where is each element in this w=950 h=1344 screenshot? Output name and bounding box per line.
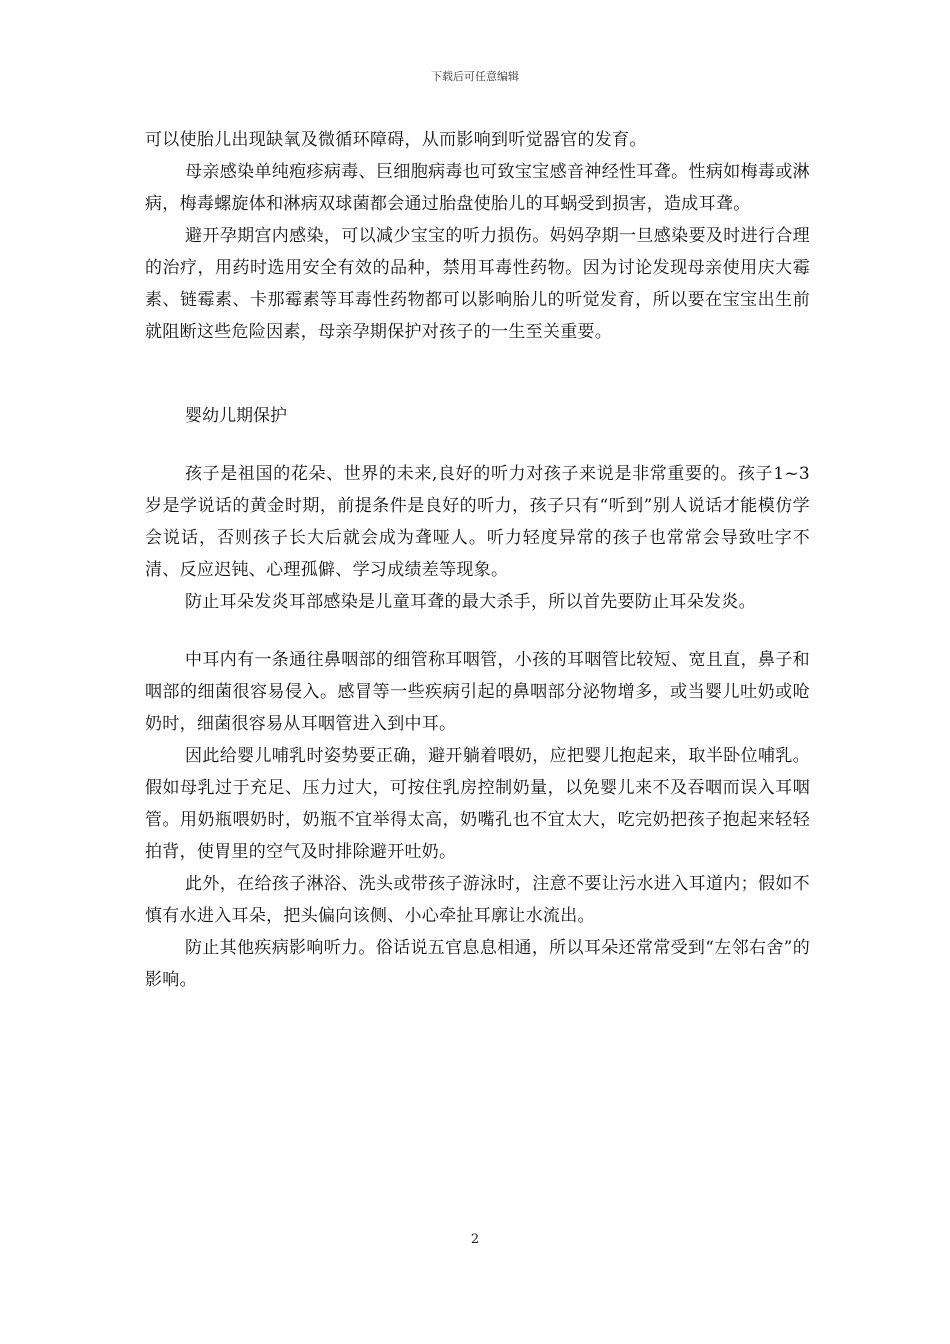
paragraph-bathing-care: 此外，在给孩子淋浴、洗头或带孩子游泳时，注意不要让污水进入耳道内；假如不慎有水进入耳朵，把头偏向该侧、小心牵扯耳廓让水流出。 [145, 874, 810, 926]
paragraph-feeding-posture: 因此给婴儿哺乳时姿势要正确，避开躺着喂奶，应把婴儿抱起来，取半卧位哺乳。假如母乳过于充足、压力过大，可按住乳房控制奶量，以免婴儿来不及吞咽而误入耳咽管。用奶瓶喂奶时，奶瓶不宜举得太高，奶嘴孔也不宜太大，吃完奶把孩子抱起来轻轻拍背，使胃里的空气及时排除避开吐奶。 [145, 746, 810, 862]
paragraph-eustachian-tube: 中耳内有一条通往鼻咽部的细管称耳咽管，小孩的耳咽管比较短、宽且直，鼻子和咽部的细菌很容易侵入。感冒等一些疾病引起的鼻咽部分泌物增多，或当婴儿吐奶或呛奶时，细菌很容易从耳咽管进入到中耳。 [145, 650, 810, 734]
paragraph-maternal-infection: 母亲感染单纯疱疹病毒、巨细胞病毒也可致宝宝感音神经性耳聋。性病如梅毒或淋病，梅毒螺旋体和淋病双球菌都会通过胎盘使胎儿的耳蜗受到损害，造成耳聋。 [145, 162, 810, 214]
paragraph-continuation: 可以使胎儿出现缺氧及微循环障碍，从而影响到听觉器官的发育。 [145, 130, 647, 150]
section-heading-infant-protection: 婴幼儿期保护 [185, 406, 287, 426]
paragraph-hearing-importance: 孩子是祖国的花朵、世界的未来,良好的听力对孩子来说是非常重要的。孩子1~3岁是学说话的黄金时期，前提条件是良好的听力，孩子只有“听到”别人说话才能模仿学会说话，否则孩子长大后就会成为聋哑人。听力轻度异常的孩子也常常会导致吐字不清、反应迟钝、心理孤僻、学习成绩差等现象。 [145, 464, 810, 580]
paragraph-avoid-infection: 避开孕期宫内感染，可以减少宝宝的听力损伤。妈妈孕期一旦感染要及时进行合理的治疗，用药时选用安全有效的品种，禁用耳毒性药物。因为讨论发现母亲使用庆大霉素、链霉素、卡那霉素等耳毒性药物都可以影响胎儿的听觉发育，所以要在宝宝出生前就阻断这些危险因素，母亲孕期保护对孩子的一生至关重要。 [145, 226, 810, 342]
paragraph-other-diseases: 防止其他疾病影响听力。俗话说五官息息相通，所以耳朵还常常受到“左邻右舍”的影响。 [145, 938, 810, 990]
page-number: 2 [470, 1232, 480, 1247]
document-body [145, 124, 810, 996]
page-header: 下载后可任意编辑 [431, 70, 519, 83]
paragraph-prevent-ear-inflammation: 防止耳朵发炎耳部感染是儿童耳聋的最大杀手，所以首先要防止耳朵发炎。 [185, 592, 756, 612]
